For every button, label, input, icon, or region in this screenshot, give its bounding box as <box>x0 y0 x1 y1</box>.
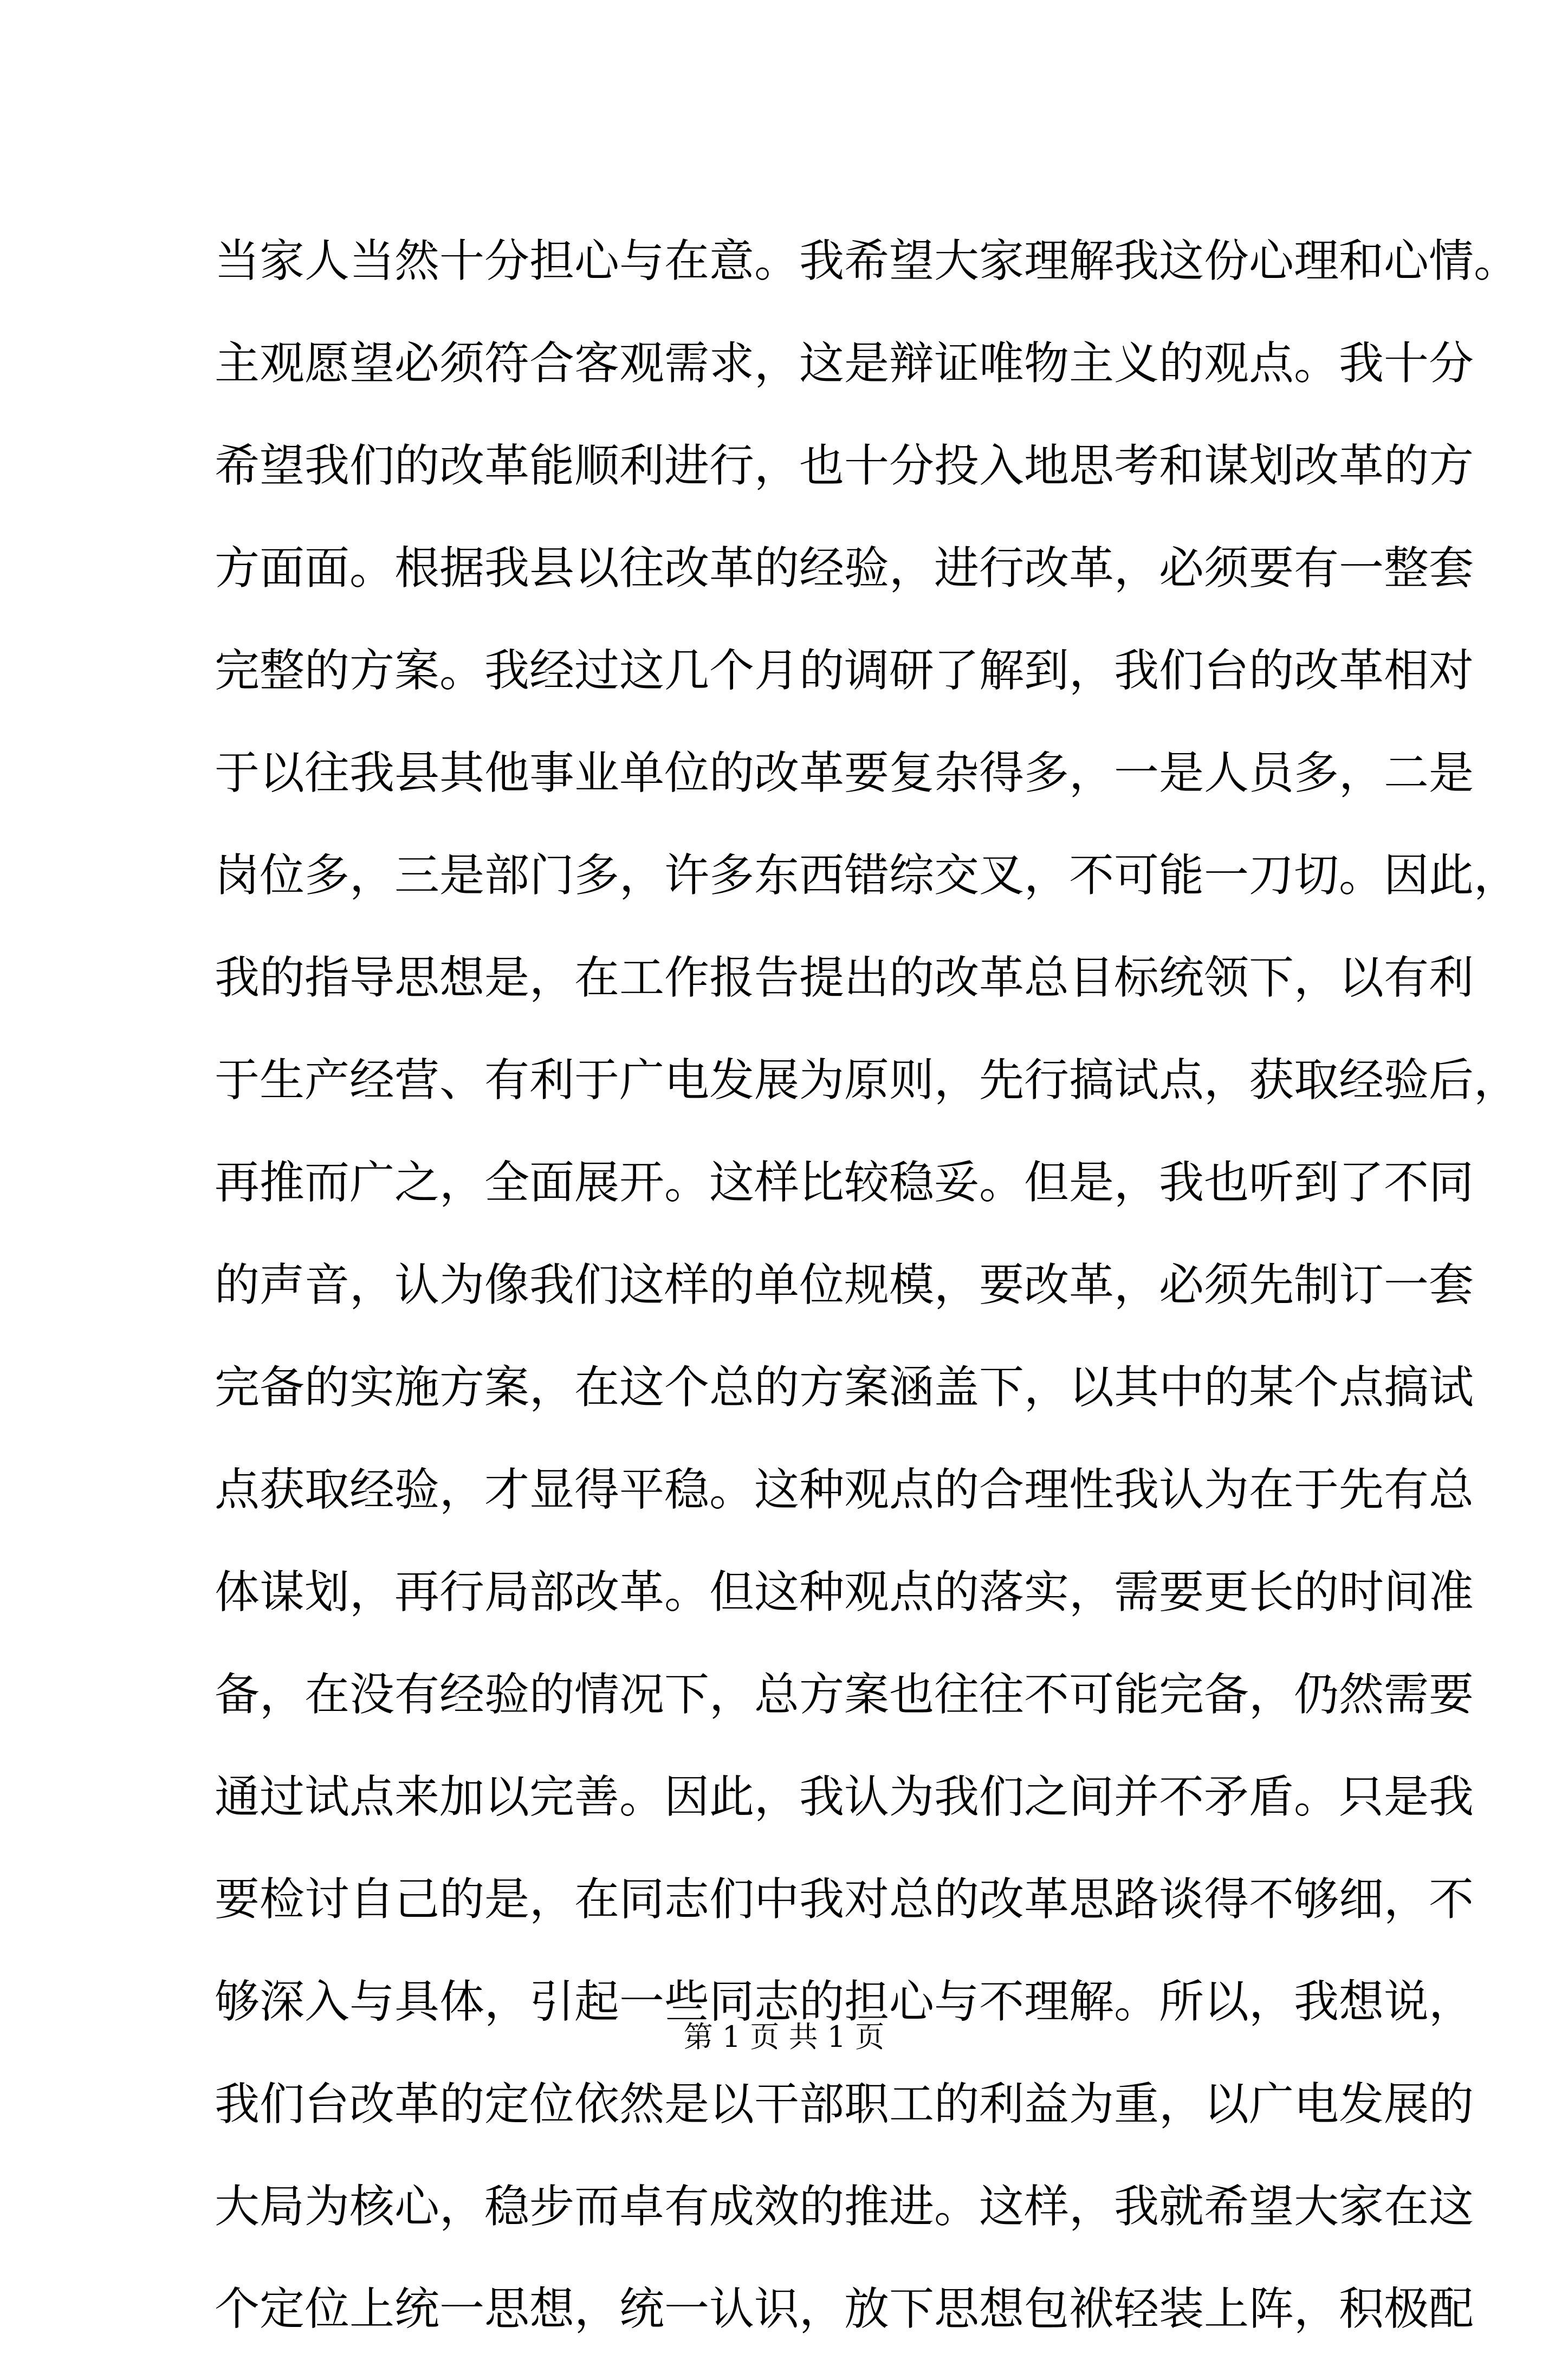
text-line: 体谋划，再行局部改革。但这种观点的落实，需要更长的时间准 <box>215 1566 1474 1618</box>
text-line: 方面面。根据我县以往改革的经验，进行改革，必须要有一整套 <box>215 542 1474 594</box>
text-line: 于生产经营、有利于广电发展为原则，先行搞试点，获取经验后， <box>215 1054 1519 1106</box>
text-line: 当家人当然十分担心与在意。我希望大家理解我这份心理和心情。 <box>215 235 1519 287</box>
text-line: 点获取经验，才显得平稳。这种观点的合理性我认为在于先有总 <box>215 1463 1474 1516</box>
text-line: 岗位多，三是部门多，许多东西错综交叉，不可能一刀切。因此， <box>215 849 1519 902</box>
text-line: 个定位上统一思想，统一认识，放下思想包袱轻装上阵，积极配 <box>215 2283 1474 2335</box>
text-line: 完备的实施方案，在这个总的方案涵盖下，以其中的某个点搞试 <box>215 1361 1474 1414</box>
text-line: 够深入与具体，引起一些同志的担心与不理解。所以，我想说， <box>215 1975 1474 2028</box>
text-line: 完整的方案。我经过这几个月的调研了解到，我们台的改革相对 <box>215 644 1474 697</box>
text-line: 的声音，认为像我们这样的单位规模，要改革，必须先制订一套 <box>215 1259 1474 1311</box>
text-line: 大局为核心，稳步而卓有成效的推进。这样，我就希望大家在这 <box>215 2180 1474 2233</box>
text-line: 于以往我县其他事业单位的改革要复杂得多，一是人员多，二是 <box>215 747 1474 799</box>
page-footer: 第 1 页 共 1 页 <box>683 2020 885 2054</box>
text-line: 备，在没有经验的情况下，总方案也往往不可能完备，仍然需要 <box>215 1668 1474 1721</box>
text-line: 我的指导思想是，在工作报告提出的改革总目标统领下，以有利 <box>215 951 1474 1004</box>
text-line: 通过试点来加以完善。因此，我认为我们之间并不矛盾。只是我 <box>215 1771 1474 1823</box>
text-line: 我们台改革的定位依然是以干部职工的利益为重，以广电发展的 <box>215 2078 1474 2130</box>
text-line: 希望我们的改革能顺利进行，也十分投入地思考和谋划改革的方 <box>215 439 1474 492</box>
text-line: 再推而广之，全面展开。这样比较稳妥。但是，我也听到了不同 <box>215 1156 1474 1209</box>
text-line: 主观愿望必须符合客观需求，这是辩证唯物主义的观点。我十分 <box>215 337 1474 390</box>
text-line: 要检讨自己的是，在同志们中我对总的改革思路谈得不够细，不 <box>215 1873 1474 1925</box>
